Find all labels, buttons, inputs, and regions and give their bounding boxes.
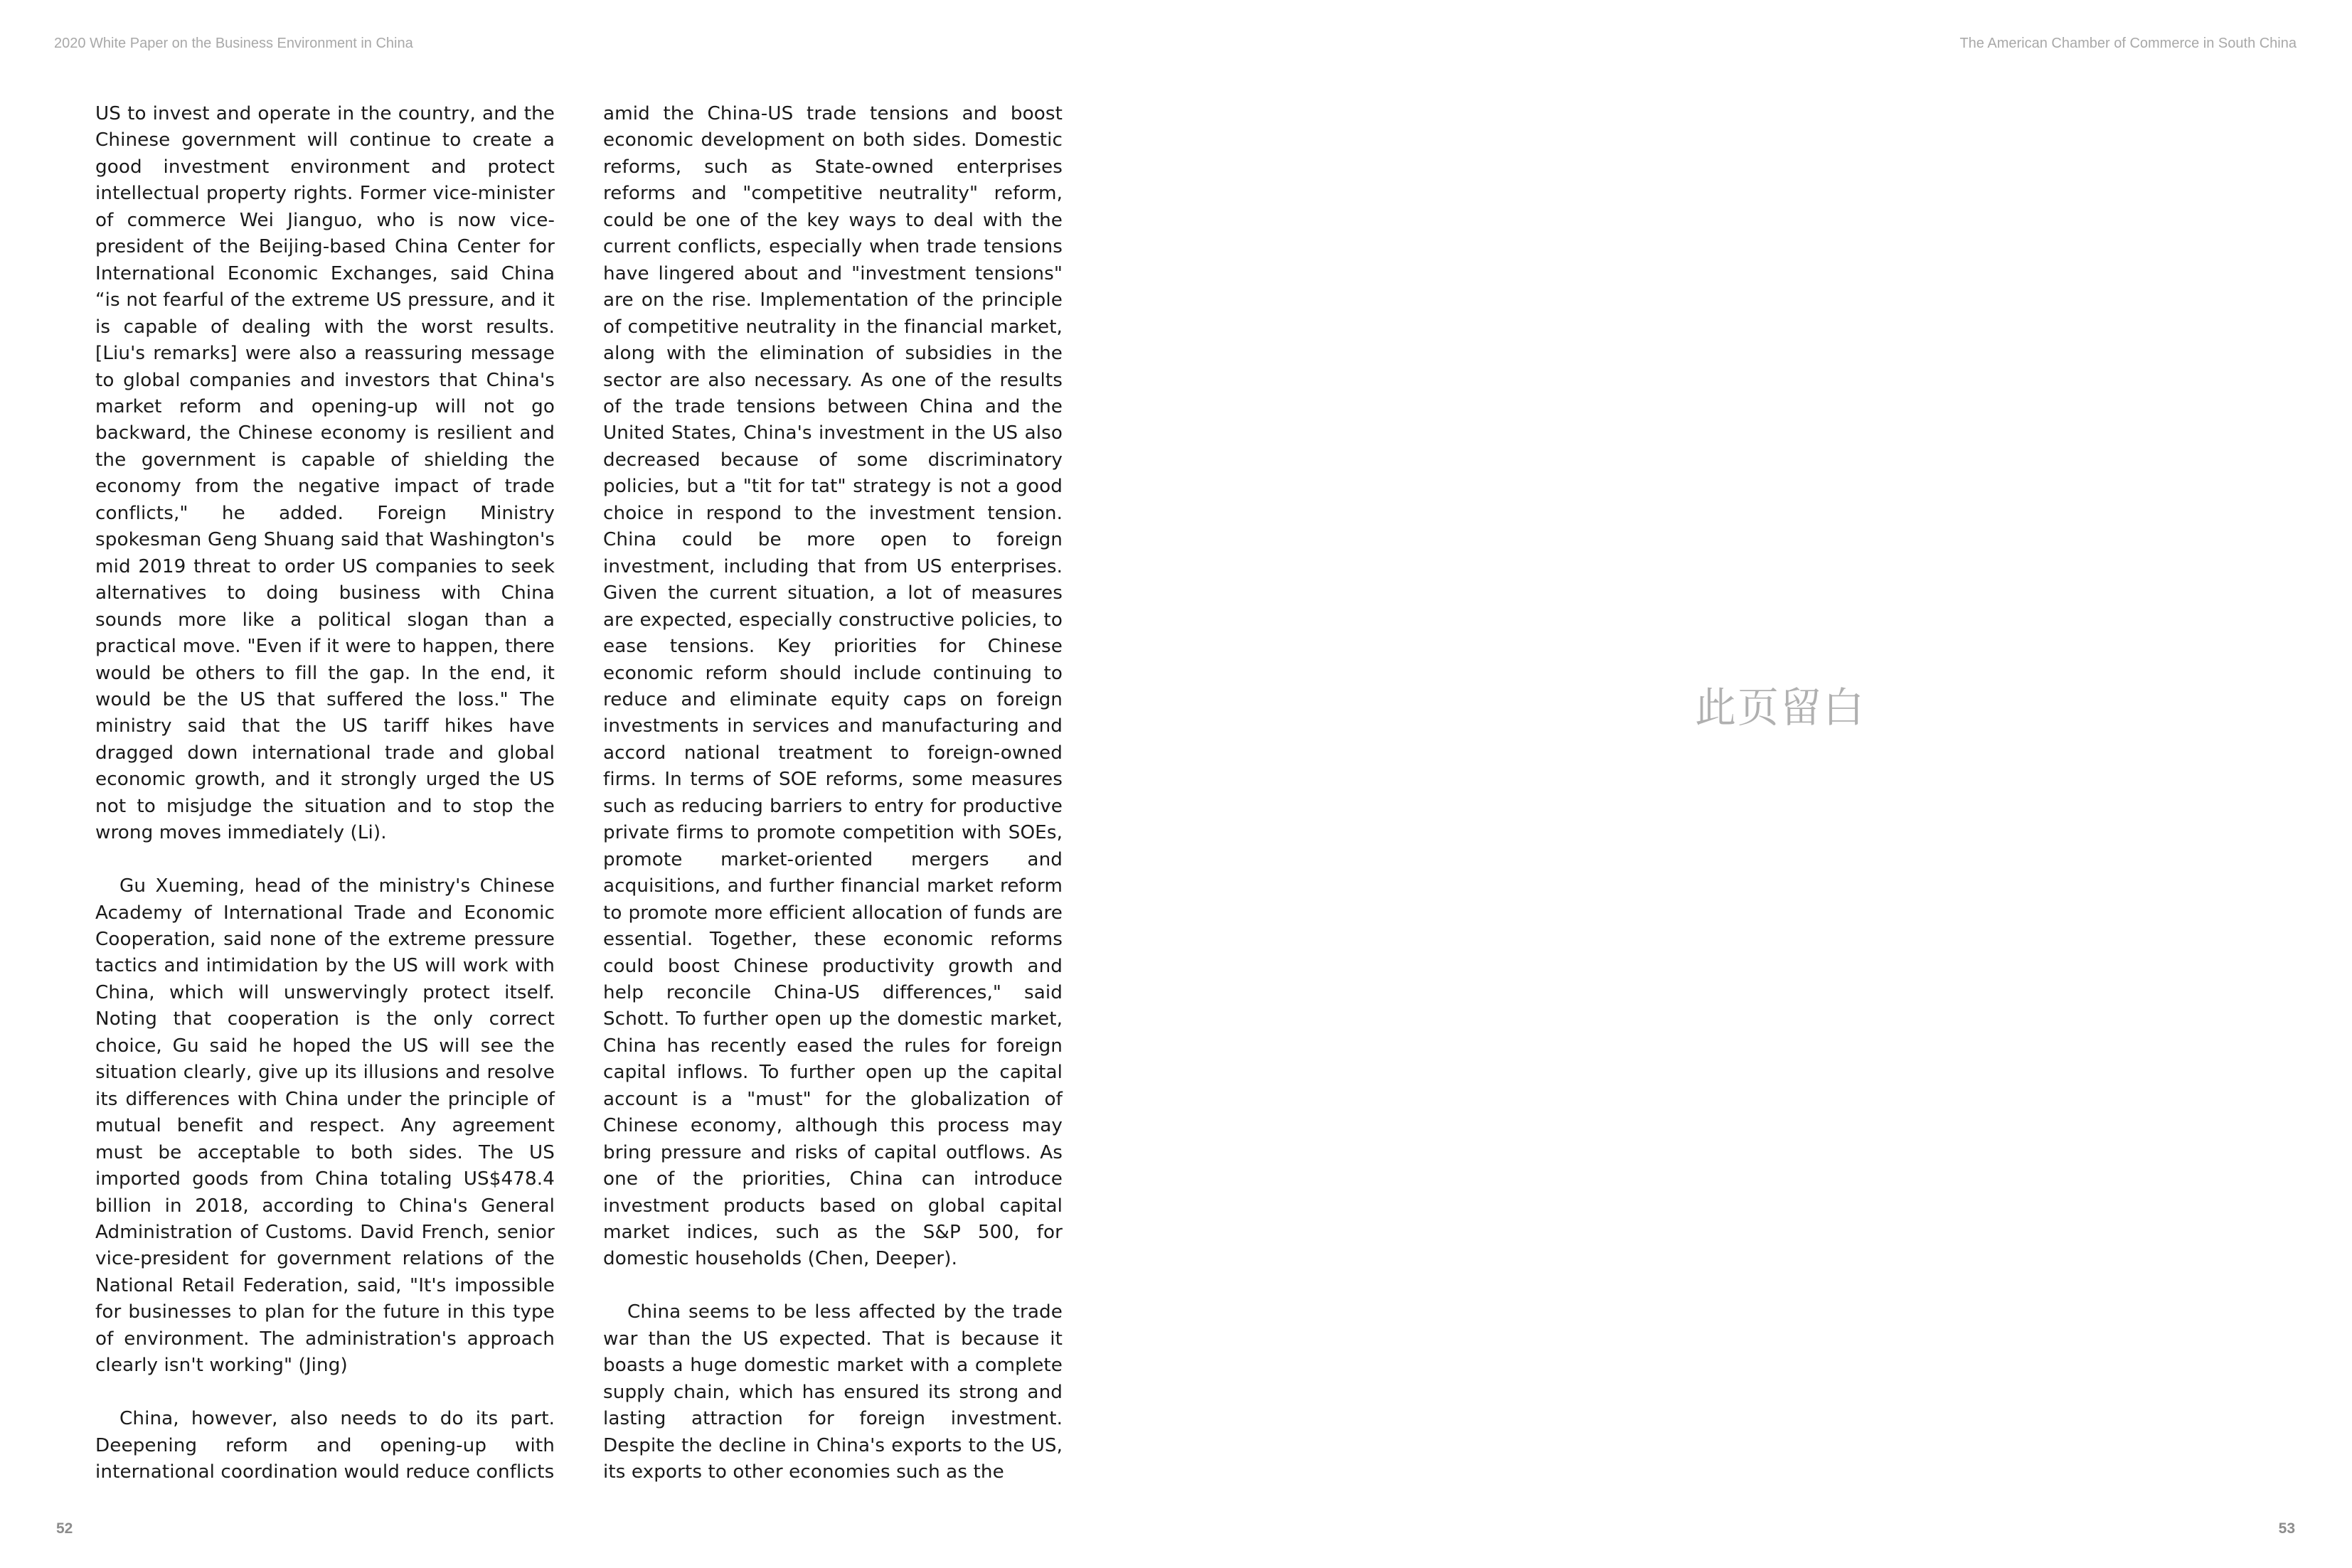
paragraph: amid the China-US trade tensions and boost economic development on both sides. Domestic reforms, such as State-owned enterprises reforms and "competitive neutrality" reform, could be one of the key ways to deal with the current conflicts, especially when trade tensions have lingered about and "investment tensions" are on the rise. Implementation of the principle of competitive neutrality in the financial market, along with the elimination of subsidies in the sector are also necessary. As one of the results of the trade tensions between China and the United States, China's investment in the US also decreased because of some discriminatory policies, but a "tit for tat" strategy is not a good choice in respond to the investment tension. China could be more open to foreign investment, including that from US enterprises. Given the current situation, a lot of measures are expected, especially constructive policies, to ease tensions. Key priorities for Chinese economic reform should include continuing to reduce and eliminate equity caps on foreign investments in services and manufacturing and accord national treatment to foreign-owned firms. In terms of SOE reforms, some measures such as reducing barriers to entry for productive private firms to promote competition with SOEs, promote market-oriented mergers and acquisitions, and further financial market reform to promote more efficient allocation of funds are essential. Together, these economic reforms could boost Chinese productivity growth and help reconcile China-US differences," said Schott. To further open up the domestic market, China has recently eased the rules for foreign capital inflows. To further open up the capital account is a "must" for the globalization of Chinese economy, although this process may bring pressure and risks of capital outflows. As one of the priorities, China can introduce investment products based on global capital market indices, such as the S&P 500, for domestic households (Chen, Deeper). [603,103,1063,1270]
paragraph: China seems to be less affected by the trade war than the US expected. That is because it boasts a huge domestic market with a complete supply chain, which has ensured its strong and lasting attraction for foreign investment. Despite the decline in China's exports to the US, its exports to other economies such as the [603,1301,1063,1483]
running-header-right: The American Chamber of Commerce in South China [1959,36,2297,51]
blank-page-note: 此页留白 [1695,683,1866,732]
page-number-right: 53 [2278,1520,2295,1537]
left-text-column [95,101,555,1486]
page-number-left: 52 [56,1520,73,1537]
paragraph: Gu Xueming, head of the ministry's Chinese Academy of International Trade and Economic Cooperation, said none of the extreme pressure tactics and intimidation by the US will work with China, which will unswervingly protect itself. Noting that cooperation is the only correct choice, Gu said he hoped the US will see the situation clearly, give up its illusions and resolve its differences with China under the principle of mutual benefit and respect. Any agreement must be acceptable to both sides. The US imported goods from China totaling US$478.4 billion in 2018, according to China's General Administration of Customs. David French, senior vice-president for government relations of the National Retail Federation, said, "It's impossible for businesses to plan for the future in this type of environment. The administration's approach clearly isn't working" (Jing) [95,875,555,1377]
paragraph: US to invest and operate in the country, and the Chinese government will continue to create a good investment environment and protect intellectual property rights. Former vice-minister of commerce Wei Jianguo, who is now vice-president of the Beijing-based China Center for International Economic Exchanges, said China “is not fearful of the extreme US pressure, and it is capable of dealing with the worst results. [Liu's remarks] were also a reassuring message to global companies and investors that China's market reform and opening-up will not go backward, the Chinese economy is resilient and the government is capable of shielding the economy from the negative impact of trade conflicts," he added. Foreign Ministry spokesman Geng Shuang said that Washington's mid 2019 threat to order US companies to seek alternatives to doing business with China sounds more like a political slogan than a practical move. "Even if it were to happen, there would be others to fill the gap. In the end, it would be the US that suffered the loss." The ministry said that the US tariff hikes have dragged down international trade and global economic growth, and it strongly urged the US not to misjudge the situation and to stop the wrong moves immediately (Li). [95,103,555,844]
paragraph: China, however, also needs to do its part. Deepening reform and opening-up with international coordination would reduce conflicts [95,1408,555,1483]
running-header-left: 2020 White Paper on the Business Environment in China [54,36,413,51]
right-text-column [603,101,1063,1486]
